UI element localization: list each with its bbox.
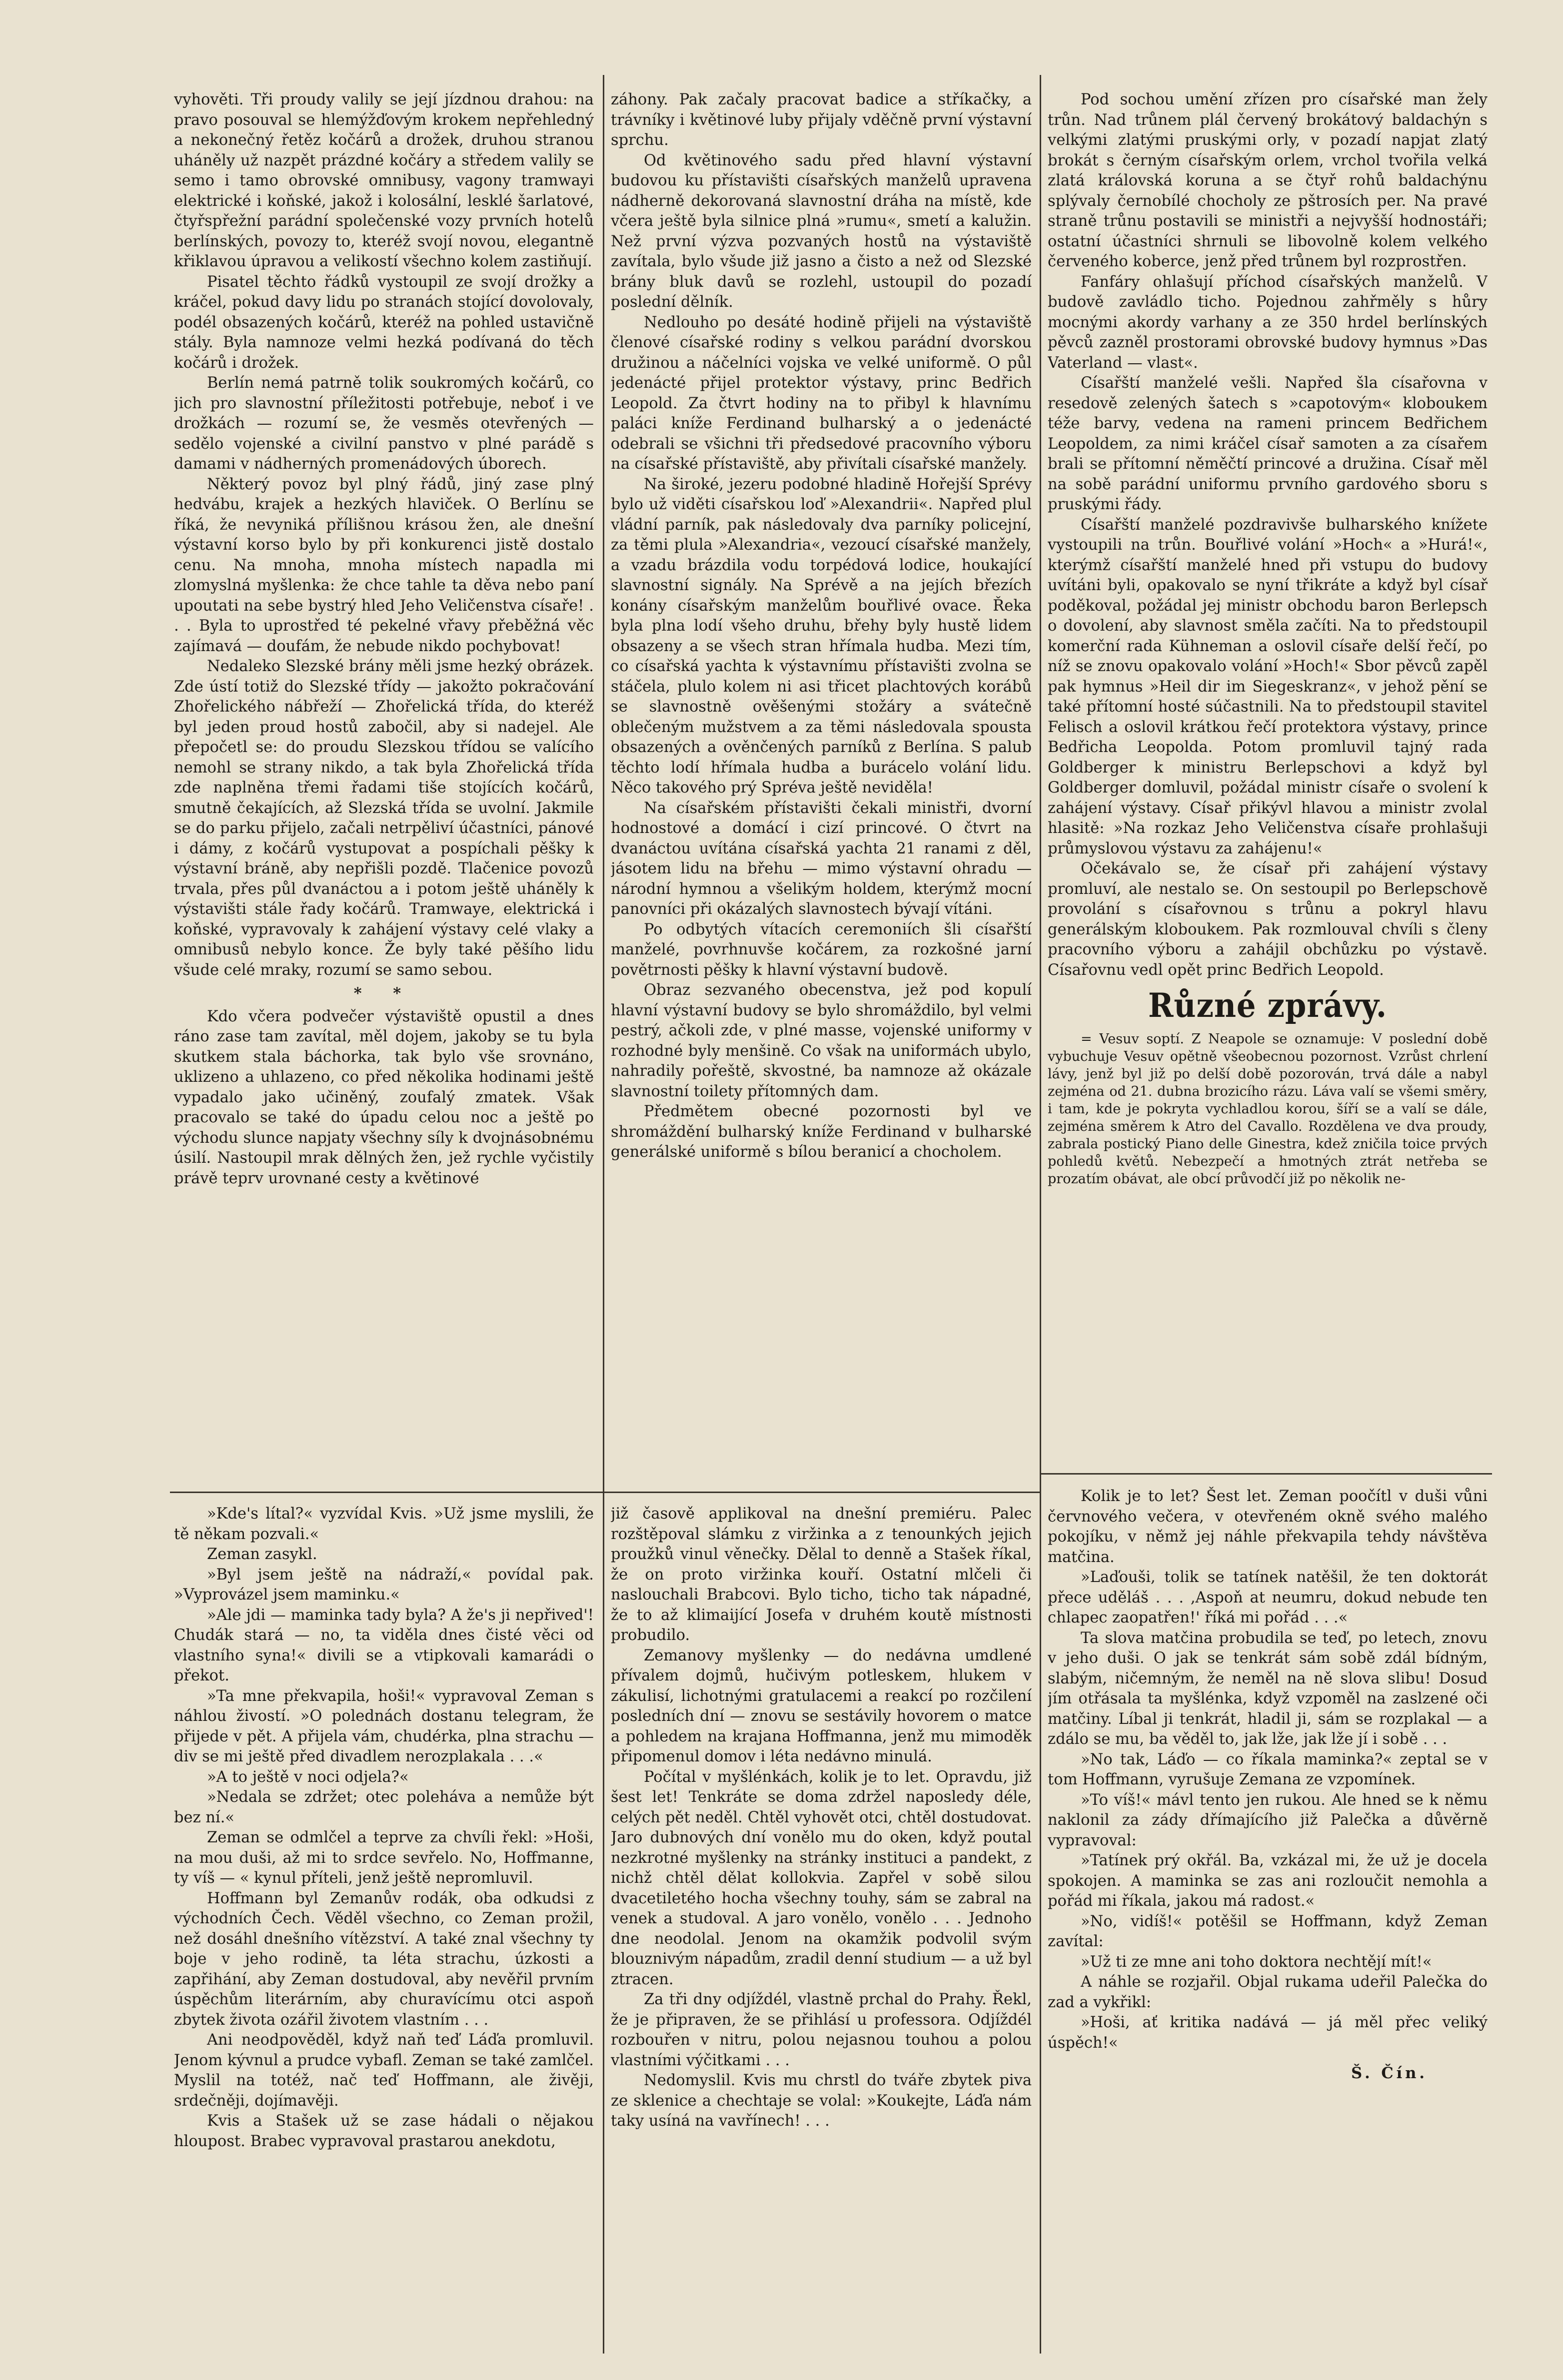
paragraph: Nedlouho po desáté hodině přijeli na výstaviště členové císařské rodiny s velkou parádní dvorskou družinou a náčelníci vojska ve velké uniformě. O půl jedenácté přijel protektor výstavy, princ Bedřich Leopold. Za čtvrt hodiny na to přibyl k hlavnímu paláci kníže Ferdinand bulharský a o jedenácté odebrali se všichni tři předsedové pracovního výboru na císařské přístaviště, aby přivítali císařské manžely. (611, 313, 1032, 473)
article-column-3 (1048, 90, 1488, 1467)
serial-divider (1040, 1473, 1492, 1475)
paragraph: Na široké, jezeru podobné hladině Hořejší Sprévy bylo už viděti císařskou loď »Alexandrii«. Napřed plul vládní parník, pak následovaly dva parníky policejní, za těmi plula »Alexandria«, vezoucí císařské manžely, a vzadu brázdila vodu torpédová lodice, houkající slavnostní signály. Na Sprévě a na jejích březích konány císařským manželům bouřlivé ovace. Řeka byla plna lodí všeho druhu, břehy byly hustě lidem obsazeny a se všech stran hřímala hudba. Mezi tím, co císařská yachta k výstavnímu přístavišti zvolna se stáčela, plulo kolem ni asi třicet plachtových korábů se slavnostně ověšenými stožáry a svátečně oblečeným mužstvem a za těmi následovala spousta obsazených a ověnčených parníků z Berlína. S palub těchto lodí hřímala hudba a burácelo volání lidu. Něco takového prý Spréva ještě neviděla! (611, 475, 1032, 796)
paragraph: Některý povoz byl plný řádů, jiný zase plný hedvábu, krajek a hezkých hlaviček. O Berlínu se říká, že nevyniká přílišnou krásou žen, ale dnešní výstavní korso bylo by při konkurenci jistě dostalo cenu. Na mnoha, mnoha místech napadla mi zlomyslná myšlenka: že chce tahle ta děva nebo paní upoutati na sebe bystrý hled Jeho Veličenstva císaře! . . . Byla to uprostřed té pekelné vřavy přeběžná věc zajímavá — doufám, že nebude nikdo pochybovat! (174, 475, 594, 655)
paragraph: Zemanovy myšlenky — do nedávna umdlené přívalem dojmů, hučivým potleskem, hlukem v zákulisí, lichotnými gratulacemi a reakcí po rozčilení posledních dní — znovu se sestávily hovorem o matce a pohledem na krajana Hoffmanna, jenž mu mimoděk připomenul domov i léta nedávno minulá. (611, 1646, 1032, 1765)
paragraph: Pod sochou umění zřízen pro císařské man žely trůn. Nad trůnem plál červený brokátový baldachýn s velkými zlatými pruskými orly, v pozadí napjat zlatý brokát s černým císařským orlem, vrchol tvořila velká zlatá královská koruna a se čtyř rohů baldachýnu splývaly černobílé chocholy ze pštrosích per. Na pravé straně trůnu postavili se ministři a nejvyšší hodnostáři; ostatní účastníci shrnuli se libovolně kolem velkého červeného koberce, jenž před trůnem byl rozprostřen. (1048, 91, 1488, 270)
paragraph: »Tatínek prý okřál. Ba, vzkázal mi, že už je docela spokojen. A maminka se zas ani rozloučit nemohla a pořád mi říkala, jakou má radost.« (1048, 1852, 1488, 1910)
paragraph: vyhověti. Tři proudy valily se její jízdnou drahou: na pravo posouval se hlemýžďovým krokem nepřehledný a nekonečný řetěz kočárů a drožek, druhou stranou uháněly už nazpět prázdné kočáry a středem valily se semo i tamo obrovské omnibusy, vagony tramwayi elektrické i koňské, jakož i kolosální, lesklé šarlatové, čtyřspřežní parádní společenské vozy prvních hotelů berlínských, povozy to, kteréž svojí novou, elegantně křiklavou úpravou a velikostí všechno kolem zastiňují. (174, 91, 594, 270)
paragraph: Císařští manželé vešli. Napřed šla císařovna v resedově zelených šatech s »capotovým« kloboukem téže barvy, vedena na rameni princem Bedřichem Leopoldem, za nimi kráčel císař samoten a za císařem brali se přítomní něměčtí princové a družina. Císař měl na sobě parádní uniformu prvního gardového sboru s pruskými řády. (1048, 374, 1488, 513)
paragraph: Berlín nemá patrně tolik soukromých kočárů, co jich pro slavnostní příležitosti potřebuje, neboť i ve drožkách — rozumí se, že vesměs otevřených — sedělo vojenské a civilní panstvo v plné parádě s damami v nádherných promenádových úborech. (174, 374, 594, 473)
paragraph: »Ta mne překvapila, hoši!« vypravoval Zeman s náhlou živostí. »O polednách dostanu telegram, že přijede v pět. A přijela vám, chudérka, plna strachu — div se mi ještě před divadlem nerozplakala . . .« (174, 1687, 594, 1765)
paragraph: Obraz sezvaného obecenstva, jež pod kopulí hlavní výstavní budovy se bylo shromáždilo, byl velmi pestrý, ačkoli zde, v plné masse, vojenské uniformy v rozhodné byly menšině. Co však na uniformách ubylo, nahradily pořeště, skvostné, ba namnoze až okázale slavnostní toilety přítomných dam. (611, 981, 1032, 1100)
paragraph: Zeman zasykl. (207, 1546, 317, 1563)
paragraph: Nedaleko Slezské brány měli jsme hezký obrázek. Zde ústí totiž do Slezské třídy — jakožto pokračování Zhořelického nábřeží — Zhořelická třída, do kteréž byl jeden proud hostů zabočil, aby si nadejel. Ale přepočetl se: do proudu Slezskou třídou se valícího nemohl se strany nikdo, a tak byla Zhořelická třída zde naplněna třemi řadami tiše stojících kočárů, smutně čekajících, až Slezská třída se uvolní. Jakmile se do parku přijelo, začali netrpěliví účastníci, pánové i dámy, z kočárů vystupovat a pospíchali pěšky k výstavní bráně, aby nepřišli pozdě. Tlačenice povozů trvala, přes půl dvanáctou a i potom ještě uháněly k výstavišti stále řady kočárů. Tramwaye, elektrická i koňské, vypravovaly k zahájení výstavy celé vlaky a omnibusů nebylo konce. Že byly také pěšího lidu všude celé mraky, rozumí se samo sebou. (174, 658, 594, 979)
paragraph: »Nedala se zdržet; otec poleháva a nemůže být bez ní.« (174, 1788, 594, 1826)
news-item: = Vesuv soptí. Z Neapole se oznamuje: V poslední době vybuchuje Vesuv opětně všeobecnou pozornost. Vzrůst chrlení lávy, jenž byl již po delší době pozorován, trvá dále a nabyl zejména od 21. dubna brozicího rázu. Láva valí se všemi směry, i tam, kde je pokryta vychladlou korou, šíří se a valí se dále, zejména směrem k Atro del Cavallo. Rozdělena ve dva proudy, zabrala postický Piano delle Ginestra, kdež zničila toice prvých pohledů květů. Nebezpečí a hmotných ztrát netřeba se prozatím obávat, ale obcí průvodčí již po několik ne- (1048, 1031, 1488, 1187)
paragraph: »Hoši, ať kritika nadává — já měl přec veliký úspěch!« (1048, 2014, 1488, 2052)
paragraph: Zeman se odmlčel a teprve za chvíli řekl: »Hoši, na mou duši, až mi to srdce sevřelo. No, Hoffmanne, ty víš — « kynul příteli, jenž ještě nepromluvil. (174, 1829, 594, 1887)
paragraph: již časově applikoval na dnešní premiéru. Palec rozštěpoval slámku z viržinka a z tenounkých jejich proužků vinul věnečky. Dělal to denně a Stašek říkal, že on proto viržinka kouří. Ostatní mlčeli či naslouchali Brabcovi. Bylo ticho, ticho tak nápadné, že to až klimaijící Josefa v druhém koutě místnosti probudilo. (611, 1505, 1032, 1644)
paragraph: Počítal v myšlénkách, kolik je to let. Opravdu, již šest let! Tenkráte se doma zdržel naposledy déle, celých pět neděl. Chtěl vyhovět otci, chtěl dostudovat. Jaro dubnových dní vonělo mu do oken, když poutal nezkrotné myšlenky na stránky instituci a pandekt, z nichž chtěl dělat kollokvia. Zapřel v sobě silou dvacetiletého hocha všechny touhy, sám se zabral na venek a studoval. A jaro vonělo, vonělo . . . Jednoho dne neodolal. Jenom na okamžik podvolil svým blouznivým nápadům, zradil denní studium — a už byl ztracen. (611, 1768, 1032, 1988)
paragraph: záhony. Pak začaly pracovat badice a stříkačky, a trávníky i květinové luby přijaly vděčně první výstavní sprchu. (611, 91, 1032, 149)
paragraph: »No, vidíš!« potěšil se Hoffmann, když Zeman zavítal: (1048, 1912, 1488, 1950)
paragraph: Nedomyslil. Kvis mu chrstl do tváře zbytek piva ze sklenice a chechtaje se volal: »Koukejte, Láďa nám taky usíná na vavřínech! . . . (611, 2072, 1032, 2130)
column-rule (603, 75, 604, 2354)
serial-divider (170, 1492, 1040, 1493)
paragraph: Za tři dny odjíždél, vlastně prchal do Prahy. Řekl, že je připraven, že se přihlásí u professora. Odjíždél rozbouřen v nitru, polou nejasnou touhou a polou vlastními výčitkami . . . (611, 1991, 1032, 2069)
paragraph: Kdo včera podvečer výstaviště opustil a dnes ráno zase tam zavítal, měl dojem, jakoby se tu byla skutkem stala báchorka, tak bylo vše srovnáno, uklizeno a uhlazeno, co před několika hodinami ještě vypadalo jako učiněný, zoufalý zmatek. Však pracovalo se také do úpadu celou noc a ještě po východu slunce napjaty všechny síly k dvojnásobnému úsilí. Nastoupil mrak dělných žen, jež rychle vyčistily právě teprv urovnané cesty a květinové (174, 1007, 594, 1187)
story-column-3 (1048, 1487, 1488, 2354)
paragraph: »A to ještě v noci odjela?« (207, 1768, 409, 1786)
paragraph: A náhle se rozjařil. Objal rukama udeřil Palečka do zad a vykřikl: (1048, 1973, 1488, 2011)
section-heading: Různé zprávy. (1148, 986, 1387, 1025)
paragraph: Očekávalo se, že císař při zahájení výstavy promluví, ale nestalo se. On sestoupil po Berlepschově provolání s císařovnou s trůnu a pokryl hlavu generálským kloboukem. Pak rozmlouval chvíli s členy pracovního výboru a zahájil obchůzku po výstavě. Císařovnu vedl opět princ Bedřich Leopold. (1048, 860, 1488, 979)
paragraph: Kolik je to let? Šest let. Zeman poočítl v duši vůni červnového večera, v otevřeném okně svého malého pokojíku, v němž jej náhle překvapila tehdy návštěva matčina. (1048, 1488, 1488, 1566)
paragraph: Na císařském přístavišti čekali ministři, dvorní hodnostové a domácí i cizí princové. O čtvrt na dvanáctou uvítána císařská yachta 21 ranami z děl, jásotem lidu na břehu — mimo výstavní ohradu — národní hymnou a všelikým holdem, kterýmž mocní panovníci při okázalých slavnostech bývají vítáni. (611, 799, 1032, 918)
paragraph: Císařští manželé pozdravivše bulharského knížete vystoupili na trůn. Bouřlivé volání »Hoch« a »Hurá!«, kterýmž císařští manželé hned při vstupu do budovy uvítáni byli, opakovalo se nyní třikráte a když byl císař poděkoval, požádal jej ministr obchodu baron Berlepsch o dovolení, aby slavnost směla začíti. Na to předstoupil komerční rada Kühneman a oslovil císaře delší řečí, po níž se znovu opakovalo volání »Hoch!« Sbor pěvců zapěl pak hymnus »Heil dir im Siegeskranz«, v jehož pění se také přítomní hosté súčastnili. Na to předstoupil stavitel Felisch a oslovil krátkou řečí protektora výstavy, prince Bedřicha Leopolda. Potom promluvil tajný rada Goldberger k ministru Berlepschovi a když byl Goldberger domluvil, požádal ministr císaře o svolení k zahájení výstavy. Císař přikývl hlavou a ministr zvolal hlasitě: »Na rozkaz Jeho Veličenstva císaře prohlašuji průmyslovou výstavu za zahájenu!« (1048, 516, 1488, 857)
paragraph: Od květinového sadu před hlavní výstavní budovou ku přístavišti císařských manželů upravena nádherně dekorovaná slavnostní dráha na místě, kde včera ještě byla silnice plná »rumu«, smetí a kalužin. Než první výzva pozvaných hostů na výstaviště zavítala, bylo všude již jasno a čisto a než od Slezské brány bluk davů se rozlehl, ustoupil do pozadí poslední dělník. (611, 151, 1032, 311)
paragraph: Kvis a Stašek už se zase hádali o nějakou hloupost. Brabec vypravoval prastarou anekdotu, (174, 2112, 594, 2150)
article-column-2 (611, 90, 1032, 1484)
paragraph: Předmětem obecné pozornosti byl ve shromáždění bulharský kníže Ferdinand v bulharské generálské uniformě s bílou beranicí a chocholem. (611, 1103, 1032, 1161)
paragraph: Ta slova matčina probudila se teď, po letech, znovu v jeho duši. O jak se tenkrát sám sobě zdál bídným, slabým, ničemným, že neměl na ně slova slibu! Dosud jím otřásala ta myšlénka, když vzpoměl na zaslzené oči matčiny. Líbal ji tenkrát, hladil ji, sám se rozplakal — a zdálo se mu, ba věděl to, jak lže, jak lže jí i sobě . . . (1048, 1629, 1488, 1748)
paragraph: »To víš!« mávl tento jen rukou. Ale hned se k němu naklonil za zády dřímajícího již Palečka a důvěrně vypravoval: (1048, 1791, 1488, 1849)
paragraph: »Byl jsem ještě na nádraží,« povídal pak. »Vyprovázel jsem maminku.« (174, 1566, 594, 1603)
paragraph: Pisatel těchto řádků vystoupil ze svojí drožky a kráčel, pokud davy lidu po stranách stojící dovolovaly, podél obsazených kočárů, kteréž na pohled ustavičně stály. Byla namnoze velmi hezká podívaná do těch kočárů i drožek. (174, 273, 594, 372)
article-column-1 (174, 90, 594, 1484)
column-rule (1040, 75, 1041, 2354)
paragraph: Hoffmann byl Zemanův rodák, oba odkudsi z východních Čech. Věděl všechno, co Zeman prožil, než dosáhl dnešního vítězství. A také znal všechny ty boje v jeho rodině, ta léta strachu, úzkosti a zapřihání, aby Zeman dostudoval, aby nevěřil prvním úspěchům literárním, aby churavícímu otci aspoň zbytek života ozářil životem vlastním . . . (174, 1889, 594, 2029)
paragraph: »Ale jdi — maminka tady byla? A že's ji nepřived'! Chudák stará — no, ta viděla dnes čisté věci od vlastního syna!« divili se a vtipkovali kamarádi o překot. (174, 1606, 594, 1684)
story-column-1 (174, 1504, 594, 2354)
paragraph: Ani neodpověděl, když naň teď Láďa promluvil. Jenom kývnul a prudce vybafl. Zeman se také zamlčel. Myslil na totéž, nač teď Hoffmann, ale živěji, srdečněji, dojímavěji. (174, 2031, 594, 2110)
paragraph: Fanfáry ohlašují příchod císařských manželů. V budově zavládlo ticho. Pojednou zahřměly s hůry mocnými akordy varhany a ze 350 hrdel berlínských pěvců zazněl prostorami obrovské budovy hymnus »Das Vaterland — vlast«. (1048, 273, 1488, 372)
paragraph: »No tak, Láďo — co říkala maminka?« zeptal se v tom Hoffmann, vyrušuje Zemana ze vzpomínek. (1048, 1750, 1488, 1788)
author-signature: Š. Čín. (1351, 2064, 1428, 2082)
story-column-2 (611, 1504, 1032, 2354)
section-separator: * * (353, 984, 414, 1002)
paragraph: Po odbytých vítacích ceremoniích šli císařští manželé, povrhnuvše kočárem, za rozkošné jarní povětrnosti pěšky k hlavní výstavní budově. (611, 920, 1032, 979)
paragraph: »Kde's lítal?« vyzvídal Kvis. »Už jsme myslili, že tě někam pozvali.« (174, 1505, 594, 1543)
paragraph: »Už ti ze mne ani toho doktora nechtějí mít!« (1081, 1953, 1432, 1971)
paragraph: »Laďouši, tolik se tatínek natěšil, že ten doktorát přece uděláš . . . ,Aspoň at neumru, dokud nebude ten chlapec zaopatřen!' říká mi pořád . . .« (1048, 1569, 1488, 1626)
